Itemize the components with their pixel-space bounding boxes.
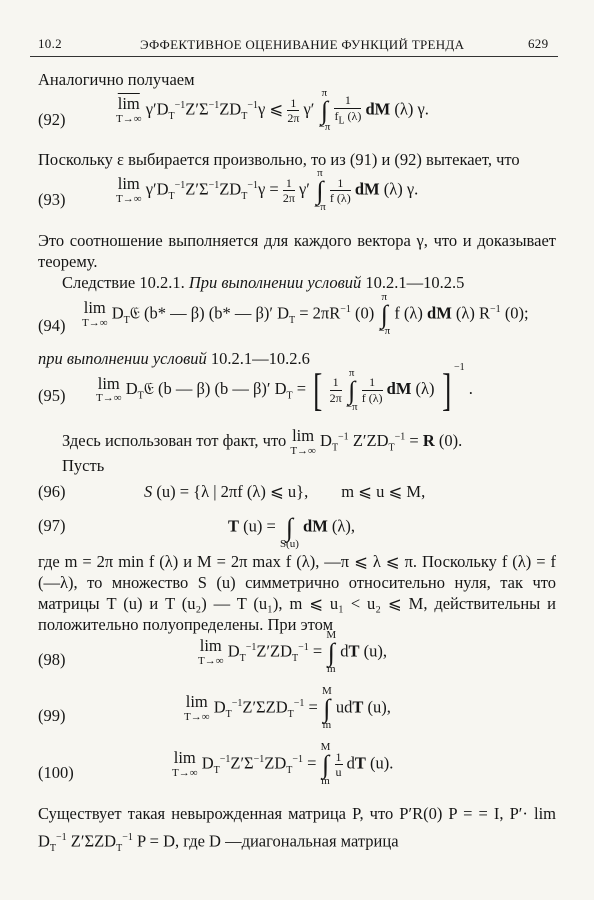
page-number: 629	[528, 36, 549, 51]
text-exists-tail: Z′ΣZD	[70, 831, 117, 851]
eq-number-96: (96)	[38, 482, 66, 501]
equation-98: lim T→∞ $D_T^{-1}Z'ZD_T^{-1}$ = M ∫ m dT (u),	[198, 629, 388, 676]
eq-number-97: (97)	[38, 516, 66, 535]
eq-number-100: (100)	[38, 763, 74, 782]
text-where: где m = 2π min f (λ) и M = 2π max f (λ), —π ⩽ λ ⩽ π. Поскольку f (λ) = f (—λ), то множество S (u) симметрично относительно нуля, так что матрицы T (u) и T (u₂) — T (u₁), m ⩽ u₁ < u₂ ⩽ M, действительны и положительно полуопределены. При этом	[38, 552, 556, 634]
corollary-label: Следствие 10.2.1.	[62, 273, 185, 292]
equation-93: lim T→∞ $\gamma'D_T^{-1}Z'\Sigma^{-1}ZD_T^{-1}\gamma$ = $\frac{1}{2\pi}$ γ′ π ∫ −π $\frac{1}{f (\lambda)}$ dM (λ) γ.	[116, 167, 419, 214]
text-exists-end: P = D, где D —диагональная матрица	[136, 831, 399, 851]
running-title: ЭФФЕКТИВНОЕ ОЦЕНИВАНИЕ ФУНКЦИЙ ТРЕНДА	[140, 37, 465, 52]
equation-94: lim T→∞ $D_T𝔈$ (b* — β) (b* — β)′ $D_T = 2\pi R^{-1}$ (0) π ∫ −π f (λ) dM (λ) $R^{-1}$ (0);	[82, 291, 529, 338]
here-used-line: Здесь использован тот факт, что lim T→∞ $D_T^{-1}$ $Z'ZD_T^{-1} = R$ (0).	[62, 426, 463, 457]
text-let: Пусть	[62, 456, 105, 475]
header-rule	[30, 56, 558, 57]
corollary-range: 10.2.1—10.2.5	[365, 273, 465, 292]
condition-2-text: при выполнении условий	[38, 349, 207, 368]
text-analogously: Аналогично получаем	[38, 70, 195, 89]
eq-number-93: (93)	[38, 190, 66, 209]
equation-97: T (u) = ∫ S(u) dM (λ),	[228, 513, 356, 551]
text-exists-main: Существует такая невырожденная матрица P, что P′R(0) P = = I, P′· lim D	[38, 804, 556, 851]
condition-2-range: 10.2.1—10.2.6	[210, 349, 310, 368]
eq-number-92: (92)	[38, 110, 66, 129]
eq-number-94: (94)	[38, 316, 66, 335]
eq-number-95: (95)	[38, 386, 66, 405]
section-number: 10.2	[38, 36, 62, 51]
equation-99: lim T→∞ $D_T^{-1}Z'\Sigma ZD_T^{-1}$ = M ∫ m udT (u),	[184, 685, 391, 732]
equation-100: lim T→∞ $D_T^{-1}Z'\Sigma^{-1}ZD_T^{-1}$ = M ∫ m $\frac{1}{u}$ dT (u).	[172, 741, 394, 788]
text-since: Поскольку ε выбирается произвольно, то из (91) и (92) вытекает, что	[38, 150, 520, 169]
text-exists: Существует такая невырожденная матрица P, что P′R(0) P = = I, $P'\cdot \lim D_T^{-1}$ $Z'\Sigma ZD_T^{-1}$ P = D, где D —диагональная матрица	[38, 804, 556, 854]
corollary-condition: При выполнении условий	[188, 273, 362, 292]
equation-96: S (u) = {λ | 2πf (λ) ⩽ u}, m ⩽ u ⩽ M,	[144, 482, 426, 501]
here-used-text: Здесь использован тот факт, что	[62, 431, 287, 451]
eq-number-99: (99)	[38, 706, 66, 725]
text-holds: Это соотношение выполняется для каждого вектора γ, что и доказывает теорему.	[38, 231, 556, 271]
eq-number-98: (98)	[38, 650, 66, 669]
corollary-line	[62, 273, 464, 293]
equation-95: lim T→∞ $D_T𝔈$ (b — β) (b — β)′ $D_T$ = [ $\frac{1}{2\pi}$ π ∫ −π $\frac{1}{f (\lambda)}$ dM (λ) ] $^{-1}$ .	[96, 362, 473, 416]
equation-92: $\overline{lim}$ T→∞ $\gamma'D_T^{-1}Z'\Sigma^{-1}ZD_T^{-1}\gamma$ ⩽ $\frac{1}{2\pi}$ γ′ π ∫ −π $\frac{1}{f_L (\lambda)}$ dM (λ) γ.	[116, 87, 429, 134]
